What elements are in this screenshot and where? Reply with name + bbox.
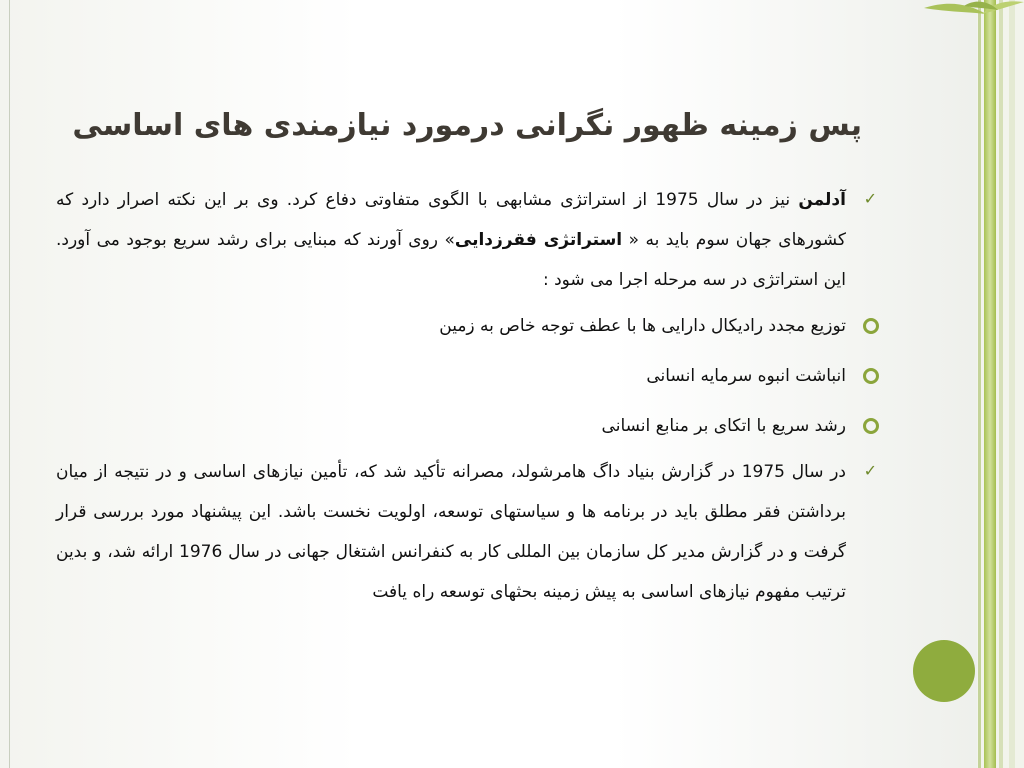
ring-icon (863, 318, 879, 334)
check-icon: ✓ (863, 189, 877, 208)
strategy-term: استراتژی فقرزدایی (454, 230, 623, 250)
bamboo-stalk (978, 0, 981, 768)
slide-body (56, 180, 877, 612)
bamboo-leaves-icon (924, 0, 1024, 30)
list-item (56, 402, 846, 450)
list-item (56, 302, 846, 350)
left-border-line (9, 0, 10, 768)
slide-title: پس زمینه ظهور نگرانی درمورد نیازمندی های اساسی (72, 108, 862, 143)
decorative-green-circle (913, 640, 975, 702)
bamboo-stalk (999, 0, 1003, 768)
list-item (56, 352, 846, 400)
list-item-text: رشد سریع با اتکای بر منابع انسانی (601, 416, 846, 436)
check-icon: ✓ (863, 461, 877, 480)
paragraph-hammarskjold (56, 452, 877, 612)
paragraph-adelman (56, 180, 877, 300)
author-name: آدلمن (798, 190, 846, 210)
ring-icon (863, 418, 879, 434)
ring-icon (863, 368, 879, 384)
paragraph-text: در سال 1975 در گزارش بنیاد داگ هامرشولد، مصرانه تأکید شد که، تأمین نیازهای اساسی و در نتیجه از میان برداشتن فقر مطلق باید در برنامه ها و سیاستهای توسعه، اولویت نخست باشد. این پیشنهاد مورد بررسی قرار گرفت و در گزارش مدیر کل سازمان بین المللی کار به کنفرانس اشتغال جهانی در سال 1976 ارائه شد، و بدین ترتیب مفهوم نیازهای اساسی به پیش زمینه بحثهای توسعه راه یافت (56, 462, 846, 602)
paragraph-text: نیز در سال 1975 از استراتژی مشابهی با الگوی متفاوتی دفاع کرد. وی بر این نکته اصرار دارد که کشورهای جهان سوم باید به « (56, 190, 846, 250)
list-item-text: توزیع مجدد رادیکال دارایی ها با عطف توجه خاص به زمین (439, 316, 846, 336)
paragraph-text: » روی آورند که مبنایی برای رشد سریع بوجود می آورد. این استراتژی در سه مرحله اجرا می شود : (56, 230, 846, 290)
list-item-text: انباشت انبوه سرمایه انسانی (646, 366, 846, 386)
bamboo-stalk (984, 0, 996, 768)
bamboo-stalk (1009, 0, 1015, 768)
